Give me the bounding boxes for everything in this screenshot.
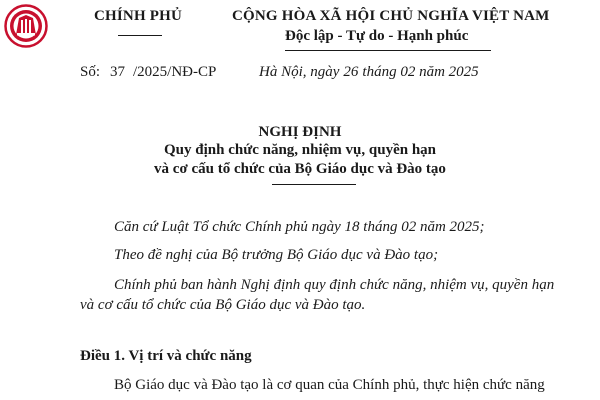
issue-date — [259, 64, 479, 81]
legal-basis-proposal: Theo đề nghị của Bộ trưởng Bộ Giáo dục và Đào tạo; — [114, 247, 439, 263]
date-day: 26 — [343, 64, 359, 80]
issuing-agency: CHÍNH PHỦ — [94, 8, 183, 24]
motto-divider — [285, 50, 491, 51]
subject-divider — [272, 184, 356, 185]
legal-basis-law: Căn cứ Luật Tổ chức Chính phủ ngày 18 tháng 02 năm 2025; — [114, 219, 485, 235]
agency-divider — [118, 35, 162, 36]
promulgation-clause-line-1: Chính phủ ban hành Nghị định quy định chức năng, nhiệm vụ, quyền hạn — [114, 277, 555, 293]
document-number — [80, 64, 216, 81]
doc-number-value: 37 — [110, 64, 126, 80]
article-1-title: Điều 1. Vị trí và chức năng — [80, 348, 252, 364]
document-subject-line-2: và cơ cấu tổ chức của Bộ Giáo dục và Đào tạo — [154, 161, 446, 177]
doc-number-prefix: Số: — [80, 64, 101, 80]
document-subject-line-1: Quy định chức năng, nhiệm vụ, quyền hạn — [163, 142, 436, 158]
document-type: NGHỊ ĐỊNH — [258, 124, 342, 140]
article-1-body: Bộ Giáo dục và Đào tạo là cơ quan của Chính phủ, thực hiện chức năng — [114, 377, 545, 393]
national-motto: Độc lập - Tự do - Hạnh phúc — [285, 28, 469, 44]
doc-number-suffix: /2025/NĐ-CP — [133, 64, 217, 80]
national-title: CỘNG HÒA XÃ HỘI CHỦ NGHĨA VIỆT NAM — [232, 8, 550, 24]
date-suffix: tháng 02 năm 2025 — [362, 64, 479, 80]
promulgation-clause-line-2: và cơ cấu tổ chức của Bộ Giáo dục và Đào tạo. — [80, 297, 366, 313]
date-prefix: Hà Nội, ngày — [259, 64, 340, 80]
emblem-logo-icon — [4, 4, 48, 48]
